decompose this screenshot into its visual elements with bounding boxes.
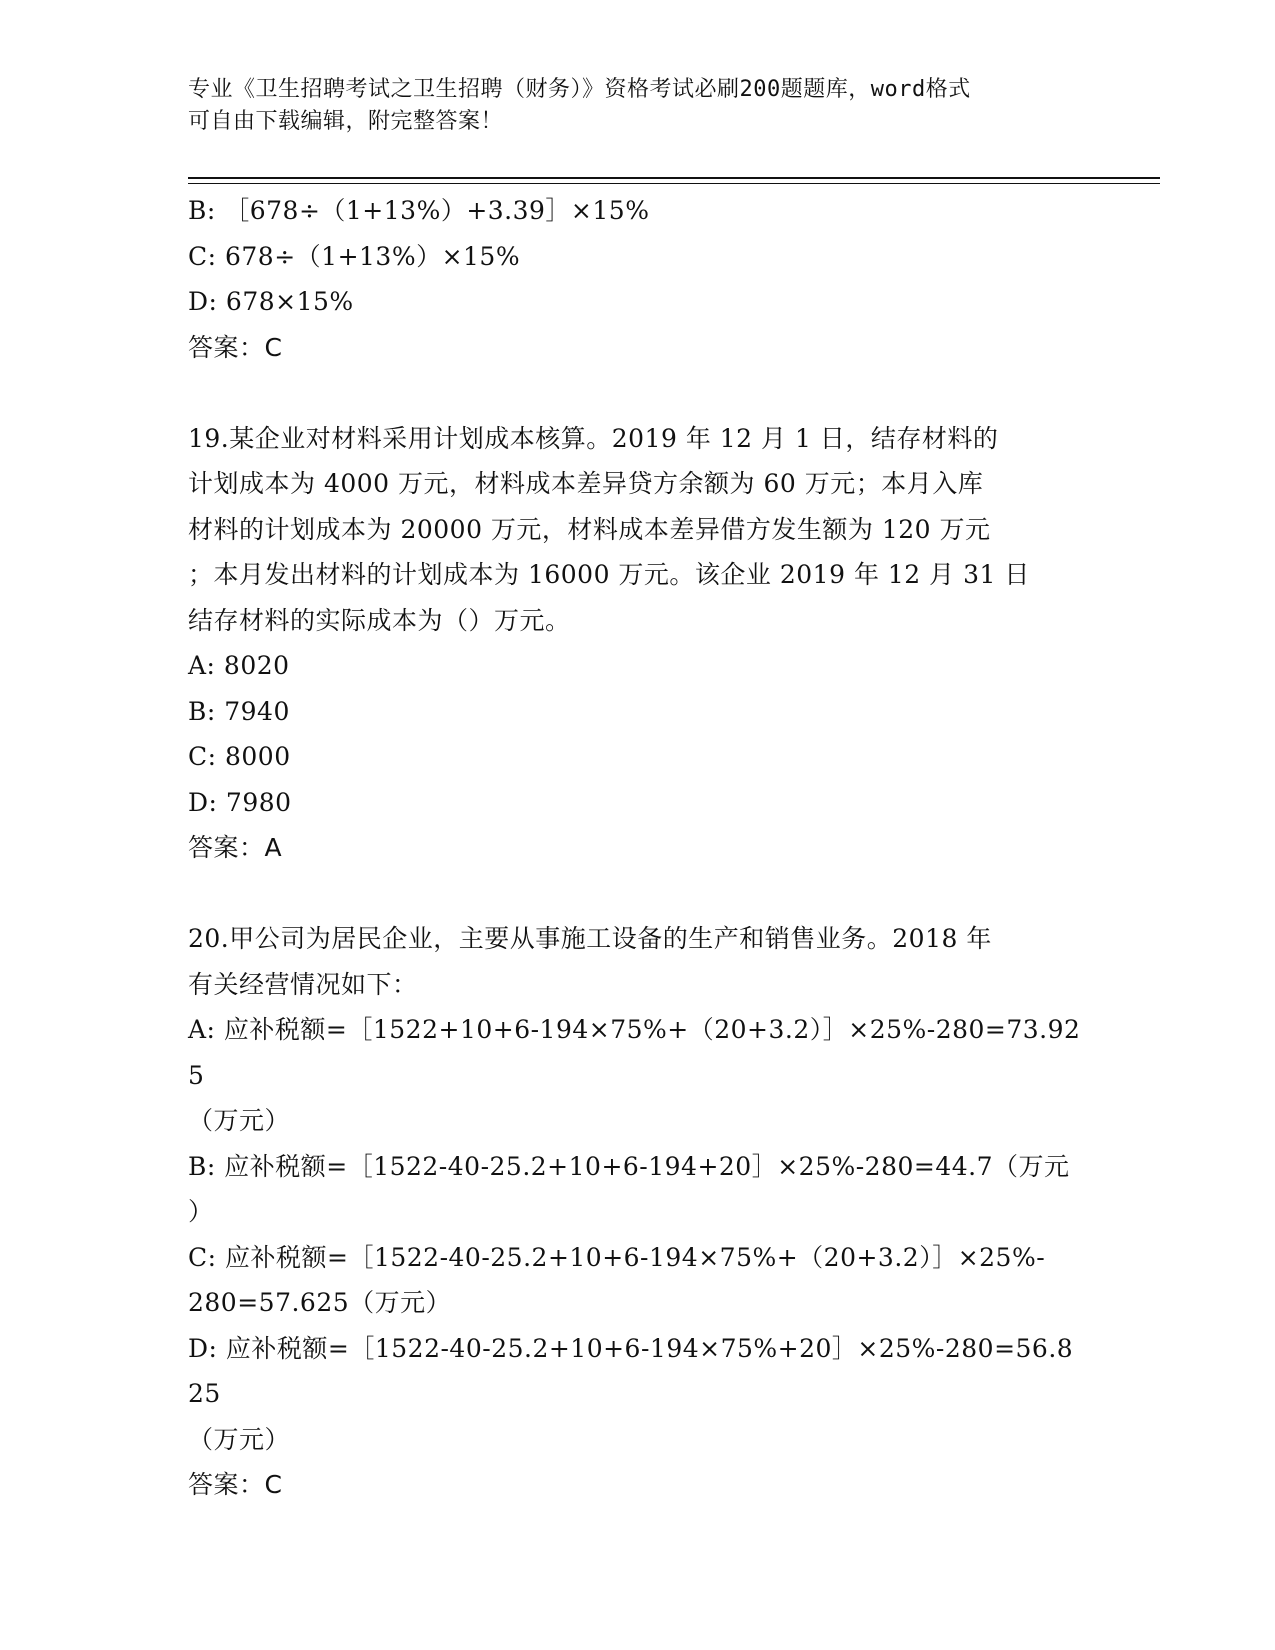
q20-option-c-cont: 280=57.625（万元）: [188, 1288, 452, 1317]
q19-answer: 答案：A: [188, 833, 283, 862]
q20-option-b-cont: ）: [188, 1197, 214, 1226]
spacer: [188, 370, 1088, 416]
q19-option-b: B: 7940: [188, 696, 290, 726]
q20-option-b: B: 应补税额=［1522-40-25.2+10+6-194+20］×25%-280=44.7（万元: [188, 1151, 1070, 1181]
q20-option-a: A: 应补税额=［1522+10+6-194×75%+（20+3.2）］×25%-280=73.925: [188, 1015, 1081, 1090]
q19-option-c: C: 8000: [188, 742, 291, 771]
document-header: [188, 74, 1088, 138]
question-20: [188, 916, 1088, 1508]
q20-stem-line: 有关经营情况如下：: [188, 969, 418, 999]
q20-option-c: C: 应补税额=［1522-40-25.2+10+6-194×75%+（20+3.2）］×25%-: [188, 1242, 1046, 1272]
q20-option-d-cont: （万元）: [188, 1424, 291, 1454]
header-rule-thin: [188, 183, 1160, 184]
header-title-line-1: 专业《卫生招聘考试之卫生招聘（财务）》资格考试必刷200题题库，word格式: [188, 77, 971, 102]
q19-option-a: A: 8020: [188, 651, 290, 680]
q19-stem-line: 材料的计划成本为 20000 万元，材料成本差异借方发生额为 120 万元: [188, 514, 991, 544]
q19-stem-line: ；本月发出材料的计划成本为 16000 万元。该企业 2019 年 12 月 31 日: [188, 560, 1030, 589]
q19-option-d: D: 7980: [188, 787, 292, 817]
q18-answer: 答案：C: [188, 332, 283, 362]
q20-option-d: D: 应补税额=［1522-40-25.2+10+6-194×75%+20］×25%-280=56.825: [188, 1333, 1074, 1408]
q18-option-c: C: 678÷（1+13%）×15%: [188, 241, 521, 271]
header-rule-thick: [188, 177, 1160, 179]
q20-stem-line: 20.甲公司为居民企业，主要从事施工设备的生产和销售业务。2018 年: [188, 924, 992, 953]
question-19: [188, 416, 1088, 871]
header-title-line-2: 可自由下载编辑，附完整答案！: [188, 109, 504, 134]
question-18: [188, 188, 1088, 370]
q18-option-b: B: ［678÷（1+13%）+3.39］×15%: [188, 196, 650, 225]
q20-option-a-cont: （万元）: [188, 1106, 291, 1135]
document-body: [188, 188, 1088, 1508]
q19-stem-line: 计划成本为 4000 万元，材料成本差异贷方余额为 60 万元；本月入库: [188, 469, 984, 498]
q19-stem-line: 19.某企业对材料采用计划成本核算。2019 年 12 月 1 日，结存材料的: [188, 423, 999, 453]
q19-stem-line: 结存材料的实际成本为（）万元。: [188, 605, 571, 635]
q20-answer: 答案：C: [188, 1470, 283, 1499]
spacer: [188, 871, 1088, 917]
q18-option-d: D: 678×15%: [188, 287, 354, 316]
